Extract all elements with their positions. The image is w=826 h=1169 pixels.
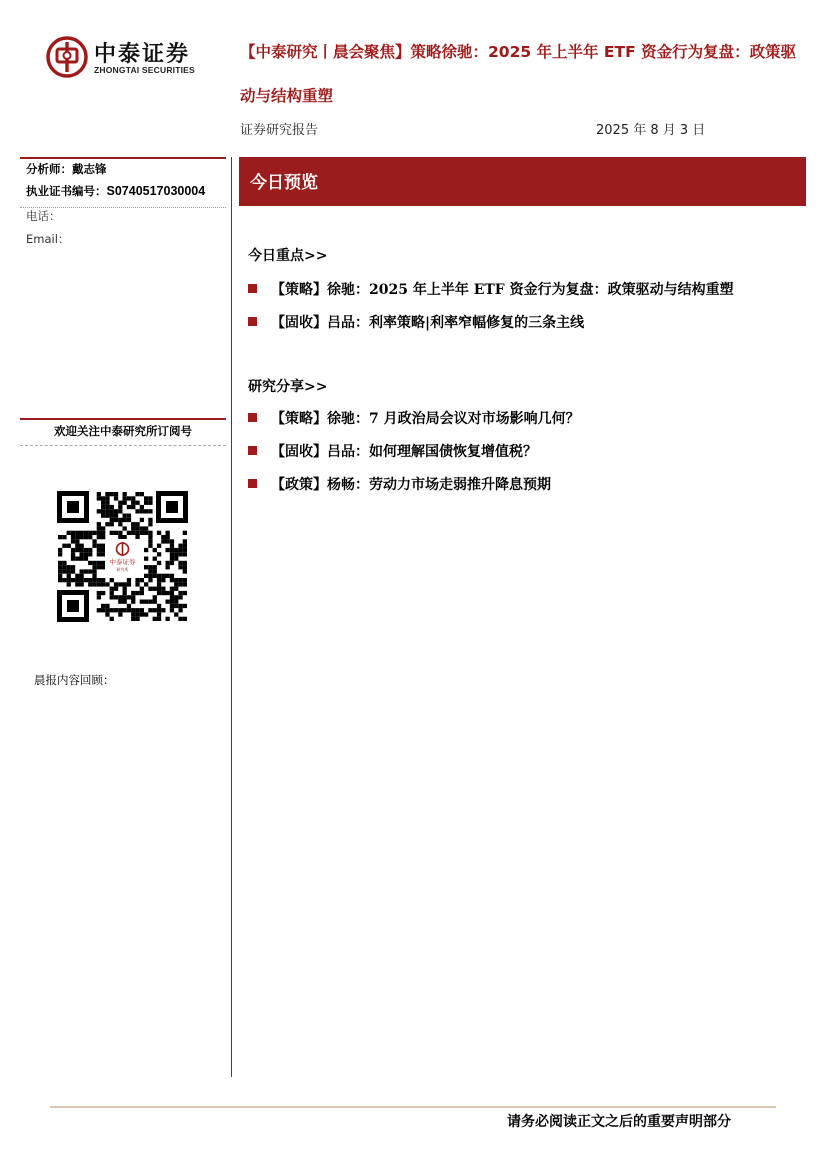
logo-name-cn: 中泰证券 xyxy=(94,42,191,67)
report-date: 2025 年 8 月 3 日 xyxy=(596,123,706,138)
analyst-line xyxy=(26,161,107,177)
preview-banner-title: 今日预览 xyxy=(250,173,318,193)
report-title: 【中泰研究丨晨会聚焦】策略徐驰：2025 年上半年 ETF 资金行为复盘：政策驱动与结构重塑 xyxy=(240,43,797,105)
logo-name-en: ZHONGTAI SECURITIES xyxy=(94,65,195,75)
report-type: 证券研究报告 xyxy=(240,123,319,138)
company-logo xyxy=(46,36,216,80)
today-highlights-heading: 今日重点>> xyxy=(248,248,328,264)
qr-center-sub: 研究所 xyxy=(116,567,129,572)
bullet-icon xyxy=(248,446,257,455)
phone-label: 电话： xyxy=(26,209,61,223)
zhongtai-logo-icon xyxy=(46,36,88,78)
subscribe-text: 欢迎关注中泰研究所订阅号 xyxy=(54,424,192,438)
preview-banner xyxy=(239,157,806,206)
list-item[interactable] xyxy=(248,441,808,461)
list-item[interactable] xyxy=(248,408,808,428)
footer-rule xyxy=(50,1106,776,1108)
email-label: Email： xyxy=(26,232,70,246)
list-item-text: 【政策】杨畅：劳动力市场走弱推升降息预期 xyxy=(271,477,551,493)
list-item-text: 【固收】吕品：利率策略|利率窄幅修复的三条主线 xyxy=(271,315,585,331)
bullet-icon xyxy=(248,413,257,422)
qr-code-icon[interactable] xyxy=(57,491,188,622)
research-share-heading: 研究分享>> xyxy=(248,379,328,395)
license-number: S0740517030004 xyxy=(106,184,206,198)
license-line xyxy=(26,183,205,199)
column-divider xyxy=(231,157,232,1077)
left-top-rule xyxy=(20,157,226,159)
list-item[interactable] xyxy=(248,279,808,299)
list-item[interactable] xyxy=(248,474,808,494)
list-item[interactable] xyxy=(248,312,808,332)
bullet-icon xyxy=(248,317,257,326)
qr-center-text: 中泰证券 xyxy=(109,558,136,566)
bullet-icon xyxy=(248,284,257,293)
subscribe-top-rule xyxy=(20,418,226,420)
list-item-text: 【策略】徐驰：7 月政治局会议对市场影响几何？ xyxy=(271,411,580,427)
footer-disclaimer: 请务必阅读正文之后的重要声明部分 xyxy=(507,1114,731,1130)
list-item-text: 【策略】徐驰：2025 年上半年 ETF 资金行为复盘：政策驱动与结构重塑 xyxy=(271,282,734,298)
bullet-icon xyxy=(248,479,257,488)
list-item-text: 【固收】吕品：如何理解国债恢复增值税？ xyxy=(271,444,537,460)
license-label: 执业证书编号： xyxy=(26,184,107,198)
recap-label: 晨报内容回顾： xyxy=(34,673,115,687)
analyst-label: 分析师： xyxy=(26,162,72,176)
divider xyxy=(20,445,226,446)
analyst-name: 戴志锋 xyxy=(72,162,107,176)
